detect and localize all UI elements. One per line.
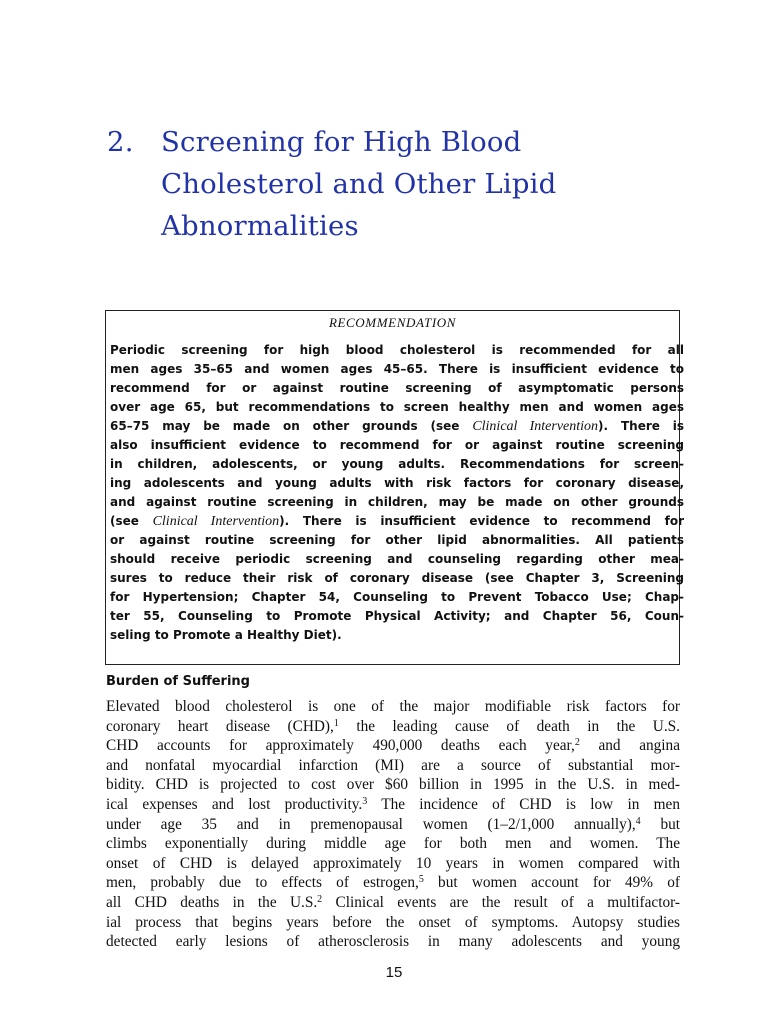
recommendation-line: men ages 35–65 and women ages 45–65. There is insufficient evidence to [110, 362, 684, 376]
body-line: climbs exponentially during middle age for both men and women. The [106, 835, 680, 853]
chapter-number: 2. [107, 126, 134, 158]
recommendation-line: should receive periodic screening and counseling regarding other mea- [110, 552, 684, 566]
body-line: ical expenses and lost productivity.$^3$ The incidence of CHD is low in men [106, 795, 680, 813]
body-line: under age 35 and in premenopausal women (1–2/1,000 annually),$^4$ but [106, 815, 681, 833]
recommendation-line: Periodic screening for high blood cholesterol is recommended for all [110, 343, 684, 357]
section-heading: Burden of Suffering [106, 674, 250, 689]
body-line: bidity. CHD is projected to cost over $60 billion in 1995 in the U.S. in med- [106, 776, 680, 794]
recommendation-line: over age 65, but recommendations to screen healthy men and women ages [110, 400, 684, 414]
recommendation-line: ing adolescents and young adults with risk factors for coronary disease, [110, 476, 684, 490]
body-line: Elevated blood cholesterol is one of the major modifiable risk factors for [106, 698, 680, 715]
body-line: ial process that begins years before the onset of symptoms. Autopsy studies [106, 913, 680, 931]
chapter-title-line: Screening for High Blood [161, 126, 522, 158]
citation-superscript: 2 [317, 893, 323, 905]
body-text [106, 697, 680, 952]
recommendation-line: recommend for or against routine screening of asymptomatic persons [110, 381, 684, 395]
citation-superscript: 5 [418, 874, 424, 886]
body-line: onset of CHD is delayed approximately 10 years in women compared with [106, 854, 680, 872]
recommendation-line: in children, adolescents, or young adults. Recommendations for screen- [110, 457, 684, 471]
body-line: all CHD deaths in the U.S.$^2$ Clinical events are the result of a multifactor- [106, 893, 681, 911]
citation-superscript: 1 [333, 717, 339, 729]
recommendation-line: seling to Promote a Healthy Diet). [110, 628, 342, 642]
italic-reference: Clinical Intervention [152, 514, 280, 529]
citation-superscript: 3 [362, 795, 368, 807]
body-line: coronary heart disease (CHD),$^1$ the leading cause of death in the U.S. [106, 717, 680, 735]
recommendation-line: or against routine screening for other lipid abnormalities. All patients [110, 533, 684, 547]
recommendation-text [110, 341, 684, 645]
recommendation-line: for Hypertension; Chapter 54, Counseling to Prevent Tobacco Use; Chap- [110, 590, 684, 604]
body-line: men, probably due to effects of estrogen,$^5$ but women account for 49% of [106, 874, 680, 892]
chapter-title-line: Abnormalities [161, 210, 359, 242]
recommendation-heading: RECOMMENDATION [328, 315, 457, 330]
recommendation-line: 65–75 may be made on other grounds (see Clinical Intervention). There is [110, 419, 685, 434]
chapter-title-line: Cholesterol and Other Lipid [161, 168, 557, 200]
recommendation-line: sures to reduce their risk of coronary disease (see Chapter 3, Screening [110, 571, 684, 585]
body-line: and nonfatal myocardial infarction (MI) are a source of substantial mor- [106, 756, 680, 774]
recommendation-line: and against routine screening in children, may be made on other grounds [110, 495, 684, 509]
body-line: CHD accounts for approximately 490,000 deaths each year,$^2$ and angina [106, 737, 680, 755]
recommendation-box [105, 310, 685, 665]
recommendation-line: also insufficient evidence to recommend for or against routine screening [110, 438, 684, 452]
recommendation-line: (see Clinical Intervention). There is insufficient evidence to recommend for [110, 514, 685, 529]
body-line: detected early lesions of atherosclerosis in many adolescents and young [106, 933, 680, 951]
page-number: 15 [385, 964, 403, 981]
italic-reference: Clinical Intervention [472, 419, 599, 434]
citation-superscript: 4 [635, 815, 641, 827]
recommendation-line: ter 55, Counseling to Promote Physical Activity; and Chapter 56, Coun- [110, 609, 684, 623]
citation-superscript: 2 [574, 737, 580, 749]
